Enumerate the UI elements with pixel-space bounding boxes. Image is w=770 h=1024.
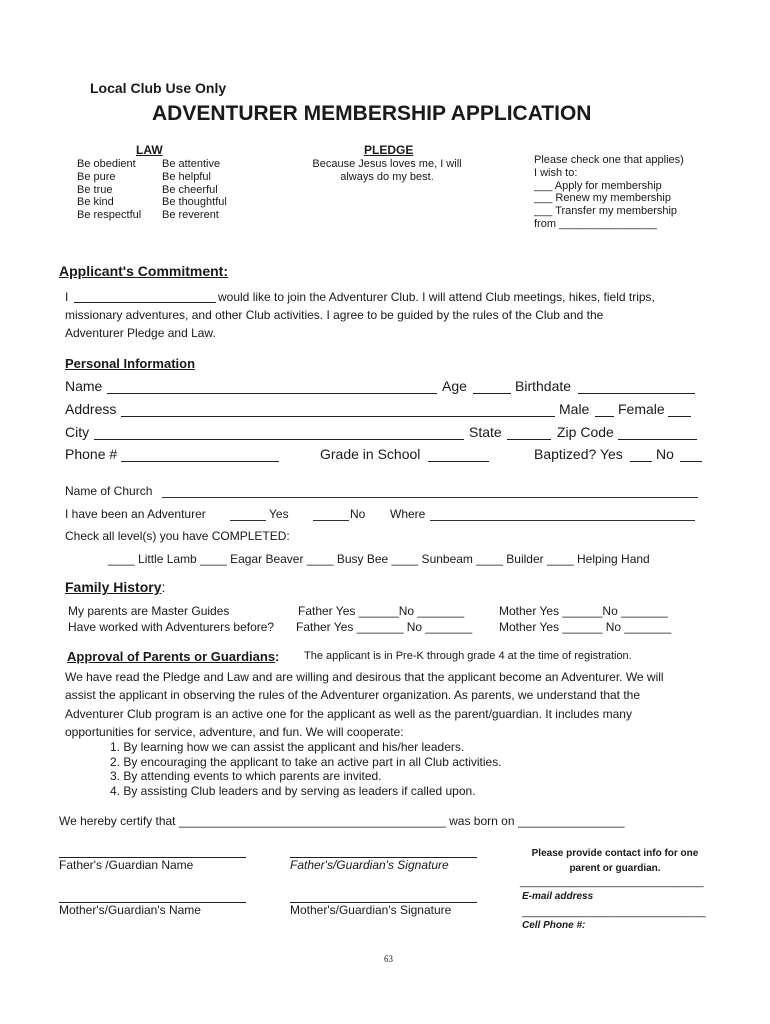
contact-line: Please provide contact info for one (531, 848, 699, 859)
grade-label: Grade in School (320, 446, 421, 462)
state-label: State (469, 424, 502, 440)
state-field[interactable] (507, 439, 551, 440)
apply-option[interactable]: ___ Apply for membership (534, 179, 662, 192)
certify-line[interactable]: We hereby certify that ________________________________________ was born on ________________ (59, 814, 625, 828)
approval-line: We have read the Pledge and Law and are willing and desirous that the applicant become an Adventurer. We will (65, 670, 664, 684)
membership-check-options (534, 154, 684, 231)
name-label: Name (65, 378, 103, 394)
approval-heading (67, 649, 279, 664)
law-heading: LAW (136, 143, 163, 157)
commitment-heading: Applicant's Commitment: (59, 263, 229, 279)
check-intro: I wish to: (534, 166, 578, 179)
commitment-line-1-rest: would like to join the Adventurer Club. I will attend Club meetings, hikes, field trips, (218, 290, 655, 304)
law-column-2 (162, 158, 227, 222)
personal-info-heading: Personal Information (65, 356, 196, 371)
renew-option[interactable]: ___ Renew my membership (534, 192, 671, 205)
address-field[interactable] (121, 416, 555, 417)
contact-instructions (520, 846, 710, 876)
birthdate-field[interactable] (578, 393, 695, 394)
cooperation-list (110, 740, 502, 798)
pledge-text (311, 158, 463, 184)
mother-signature-label: Mother's/Guardian's Signature (290, 903, 452, 917)
city-label: City (65, 424, 90, 440)
transfer-option[interactable]: ___ Transfer my membership (534, 205, 678, 218)
cell-phone-field[interactable]: ______________________________ (522, 906, 706, 918)
commitment-i: I (65, 290, 69, 304)
adventurer-yes-field[interactable] (230, 520, 266, 521)
male-label: Male (559, 401, 590, 417)
approval-line: Adventurer Club program is an active one for the applicant as well as the parent/guardian. It includes many (65, 706, 632, 721)
cell-phone-label: Cell Phone #: (522, 920, 586, 931)
applicant-name-field[interactable] (74, 302, 216, 303)
adventurer-no-label: No (350, 507, 366, 521)
commitment-line-1 (65, 290, 68, 304)
local-use-label: Local Club Use Only (90, 80, 227, 96)
family-row2-mother[interactable]: Mother Yes ______ No _______ (499, 620, 672, 634)
age-field[interactable] (473, 393, 511, 394)
zip-field[interactable] (618, 439, 697, 440)
pledge-line: Because Jesus loves me, I will (312, 158, 462, 170)
law-item: Be reverent (162, 209, 219, 222)
phone-field[interactable] (121, 461, 279, 462)
family-heading-text: Family History (65, 579, 162, 595)
transfer-from-field[interactable]: from ________________ (534, 217, 657, 230)
pledge-heading: PLEDGE (364, 143, 414, 157)
mother-name-label: Mother's/Guardian's Name (59, 903, 201, 917)
father-name-label: Father's /Guardian Name (59, 858, 194, 872)
family-heading (65, 579, 165, 595)
baptized-yes-field[interactable] (630, 461, 652, 462)
name-field[interactable] (107, 393, 437, 394)
baptized-label: Baptized? Yes (534, 446, 623, 462)
list-item: 3. By attending events to which parents are invited. (110, 769, 382, 784)
father-signature-label: Father's/Guardian's Signature (290, 858, 449, 872)
commitment-line-2: missionary adventures, and other Club activities. I agree to be guided by the rules of the Club and the (65, 308, 604, 322)
church-label: Name of Church (65, 484, 153, 498)
family-row2-father[interactable]: Father Yes _______ No _______ (296, 620, 473, 634)
city-field[interactable] (94, 439, 464, 440)
law-column-1 (77, 158, 141, 222)
baptized-no-label: No (656, 446, 674, 462)
address-label: Address (65, 401, 117, 417)
male-field[interactable] (595, 416, 614, 417)
law-item: Be obedient (77, 158, 136, 170)
approval-note: The applicant is in Pre-K through grade 4 at the time of registration. (304, 650, 632, 662)
list-item: 1. By learning how we can assist the applicant and his/her leaders. (110, 740, 465, 754)
church-field[interactable] (162, 497, 698, 498)
zip-label: Zip Code (557, 424, 614, 440)
adventurer-yes-label: Yes (269, 507, 289, 521)
family-row1-label: My parents are Master Guides (68, 604, 230, 618)
approval-heading-text: Approval of Parents or Guardians (67, 649, 276, 664)
been-adventurer-label: I have been an Adventurer (65, 507, 206, 521)
list-item: 2. By encouraging the applicant to take an active part in all Club activities. (110, 754, 502, 769)
law-item: Be true (77, 183, 113, 196)
law-item: Be kind (77, 196, 114, 209)
law-item: Be attentive (162, 158, 221, 170)
family-row1-mother[interactable]: Mother Yes ______No _______ (499, 604, 668, 618)
baptized-no-field[interactable] (680, 461, 702, 462)
commitment-line-3: Adventurer Pledge and Law. (65, 326, 216, 340)
approval-line: assist the applicant in observing the rules of the Adventurer organization. As parents, we understand that the (65, 688, 641, 703)
law-item: Be helpful (162, 170, 211, 183)
family-row2-label: Have worked with Adventurers before? (68, 620, 275, 634)
approval-paragraph (65, 668, 664, 742)
law-item: Be thoughtful (162, 196, 227, 209)
check-levels-label: Check all level(s) you have COMPLETED: (65, 529, 290, 543)
page-number: 63 (384, 954, 393, 964)
check-instruction: Please check one that applies) (534, 154, 684, 166)
where-field[interactable] (430, 520, 695, 521)
list-item: 4. By assisting Club leaders and by serving as leaders if called upon. (110, 783, 476, 798)
pledge-line: always do my best. (340, 171, 434, 183)
law-item: Be pure (77, 170, 116, 183)
female-field[interactable] (668, 416, 691, 417)
approval-heading-colon: : (275, 649, 280, 664)
grade-field[interactable] (428, 461, 489, 462)
email-label: E-mail address (522, 891, 594, 902)
adventurer-no-field[interactable] (313, 520, 349, 521)
law-item: Be cheerful (162, 183, 218, 196)
birthdate-label: Birthdate (515, 378, 572, 394)
family-row1-father[interactable]: Father Yes ______No _______ (298, 604, 465, 618)
family-heading-colon: : (161, 579, 166, 595)
approval-line: opportunities for service, adventure, and fun. We will cooperate: (65, 725, 404, 740)
law-item: Be respectful (77, 209, 142, 222)
age-label: Age (442, 378, 467, 394)
phone-label: Phone # (65, 446, 118, 462)
female-label: Female (618, 401, 665, 417)
contact-line: parent or guardian. (569, 863, 661, 874)
levels-options[interactable]: ____ Little Lamb ____ Eagar Beaver ____ Busy Bee ____ Sunbeam ____ Builder ____ Helping Hand (108, 552, 650, 566)
page-title: ADVENTURER MEMBERSHIP APPLICATION (152, 102, 592, 125)
where-label: Where (390, 507, 426, 521)
email-field[interactable]: ______________________________ (520, 876, 704, 888)
